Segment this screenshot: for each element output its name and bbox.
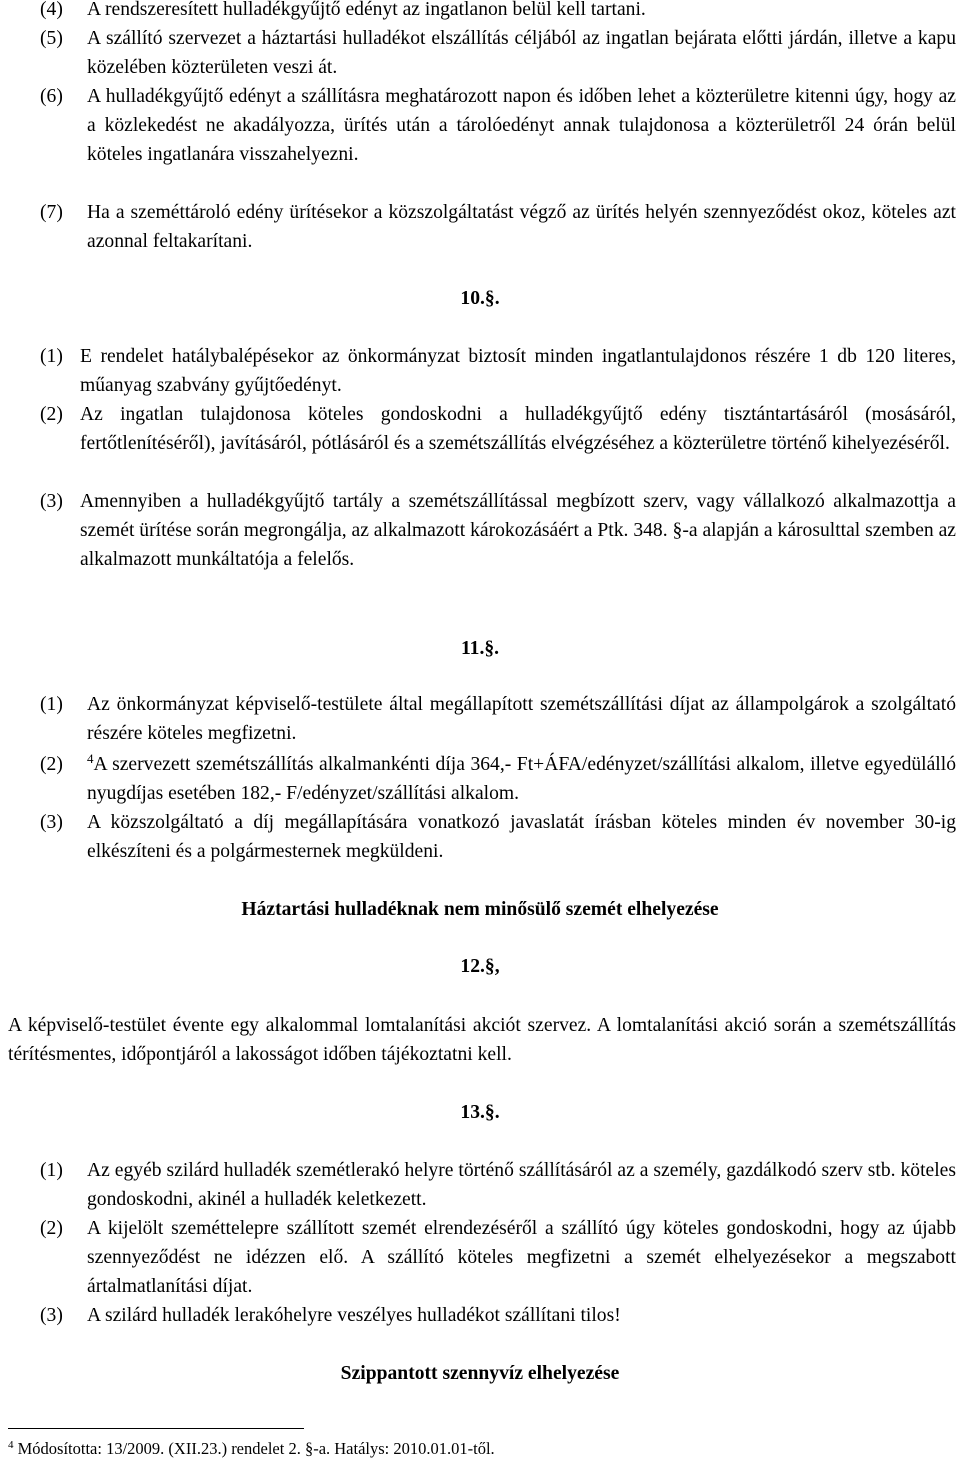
paragraph-text: A szállító szervezet a háztartási hulladékot elszállítás céljából az ingatlan bejárata előtti járdán, illetve a kapu közelében közterületen veszi át. bbox=[87, 28, 956, 78]
section-title-sewage: Szippantott szennyvíz elhelyezése bbox=[340, 1363, 620, 1384]
paragraph-number: (4) bbox=[40, 0, 63, 20]
paragraph-number: (1) bbox=[40, 1160, 63, 1181]
paragraph-text: Ha a szeméttároló edény ürítésekor a közszolgáltatást végző az ürítés helyén szennyeződést okoz, köteles azt azonnal feltakarítani. bbox=[87, 202, 956, 252]
paragraph-number: (3) bbox=[40, 491, 63, 512]
section-heading-13: 13.§. bbox=[460, 1102, 500, 1123]
paragraph-9-5 bbox=[40, 24, 956, 82]
paragraph-9-7 bbox=[40, 198, 956, 256]
paragraph-11-3 bbox=[40, 808, 956, 866]
paragraph-13-1 bbox=[40, 1156, 956, 1214]
paragraph-text: A kijelölt szeméttelepre szállított szemét elrendezéséről a szállító úgy köteles gondoskodni, hogy az újabb szennyeződést ne idézzen elő. A szállító köteles megfizetni a szemét elhelyezésekor a megszabott ártalmatlanítási díjat. bbox=[87, 1218, 956, 1297]
paragraph-text: E rendelet hatálybalépésekor az önkormányzat biztosít minden ingatlantulajdonos részére 1 db 120 literes, műanyag szabvány gyűjtőedényt. bbox=[80, 346, 956, 396]
paragraph-number: (3) bbox=[40, 1305, 63, 1326]
paragraph-13-2 bbox=[40, 1214, 956, 1301]
footnote-number: 4 bbox=[8, 1439, 14, 1451]
section-title-household-waste: Háztartási hulladéknak nem minősülő szemét elhelyezése bbox=[241, 899, 719, 920]
section-heading-12: 12.§, bbox=[460, 956, 500, 977]
paragraph-number: (5) bbox=[40, 28, 63, 49]
section-heading-10: 10.§. bbox=[460, 288, 500, 309]
paragraph-text: $^4$A szervezett szemétszállítás alkalmankénti díja 364,- Ft+ÁFA/edényzet/szállítási alkalom, illetve egyedülálló nyugdíjas esetében 182,- F/edényzet/szállítási alkalom. bbox=[87, 751, 956, 804]
footnote-separator bbox=[8, 1428, 304, 1429]
paragraph-text: A közszolgáltató a díj megállapítására vonatkozó javaslatát írásban köteles minden év november 30-ig elkészíteni és a polgármesternek megküldeni. bbox=[87, 812, 956, 862]
footnote-reference: 4 bbox=[87, 751, 94, 766]
paragraph-number: (3) bbox=[40, 812, 63, 833]
footnote-text: Módosította: 13/2009. (XII.23.) rendelet 2. §-a. Hatálys: 2010.01.01-től. bbox=[17, 1439, 495, 1458]
paragraph-number: (6) bbox=[40, 86, 63, 107]
paragraph-10-3 bbox=[40, 487, 956, 574]
paragraph-number: (2) bbox=[40, 1218, 63, 1239]
paragraph-text: A szilárd hulladék lerakóhelyre veszélyes hulladékot szállítani tilos! bbox=[87, 1305, 621, 1326]
paragraph-12: A képviselő-testület évente egy alkalommal lomtalanítási akciót szervez. A lomtalanítási akció során a szemétszállítás térítésmentes, időpontjáról a lakosságot időben tájékoztatni kell. bbox=[8, 1015, 956, 1065]
paragraph-9-6 bbox=[40, 82, 956, 169]
paragraph-number: (7) bbox=[40, 202, 63, 223]
paragraph-text: A rendszeresített hulladékgyűjtő edényt az ingatlanon belül kell tartani. bbox=[87, 0, 646, 20]
paragraph-text: Az egyéb szilárd hulladék szemétlerakó helyre történő szállításáról az a személy, gazdálkodó szerv stb. köteles gondoskodni, akinél a hulladék keletkezett. bbox=[87, 1160, 956, 1210]
paragraph-13-3 bbox=[40, 1301, 956, 1330]
paragraph-text: Az ingatlan tulajdonosa köteles gondoskodni a hulladékgyűjtő edény tisztántartásáról (mosásáról, fertőtlenítéséről), javításáról, pótlásáról és a szemétszállítás elvégzéséhez a közterületre történő kihelyezéséről. bbox=[80, 404, 956, 454]
paragraph-10-2 bbox=[40, 400, 956, 458]
paragraph-11-1 bbox=[40, 690, 956, 748]
paragraph-number: (1) bbox=[40, 694, 63, 715]
paragraph-10-1 bbox=[40, 342, 956, 400]
footnote bbox=[8, 1438, 495, 1460]
paragraph-9-4 bbox=[40, 0, 956, 24]
paragraph-number: (2) bbox=[40, 754, 63, 775]
paragraph-text: Amennyiben a hulladékgyűjtő tartály a szemétszállítással megbízott szerv, vagy vállalkozó alkalmazottja a szemét ürítése során megrongálja, az alkalmazott károkozásáért a Ptk. 348. §-a alapján a károsulttal szemben az alkalmazott munkáltatója a felelős. bbox=[80, 491, 956, 570]
section-heading-11: 11.§. bbox=[460, 638, 500, 659]
paragraph-11-2 bbox=[40, 750, 956, 808]
paragraph-number: (2) bbox=[40, 404, 63, 425]
paragraph-text: Az önkormányzat képviselő-testülete által megállapított szemétszállítási díjat az állampolgárok a szolgáltató részére köteles megfizetni. bbox=[87, 694, 956, 744]
paragraph-text: A hulladékgyűjtő edényt a szállításra meghatározott napon és időben lehet a közterületre kitenni úgy, hogy az a közlekedést ne akadályozza, ürítés után a tárolóedényt annak tulajdonosa a közterületről 24 órán belül köteles ingatlanára visszahelyezni. bbox=[87, 86, 956, 165]
paragraph-number: (1) bbox=[40, 346, 63, 367]
